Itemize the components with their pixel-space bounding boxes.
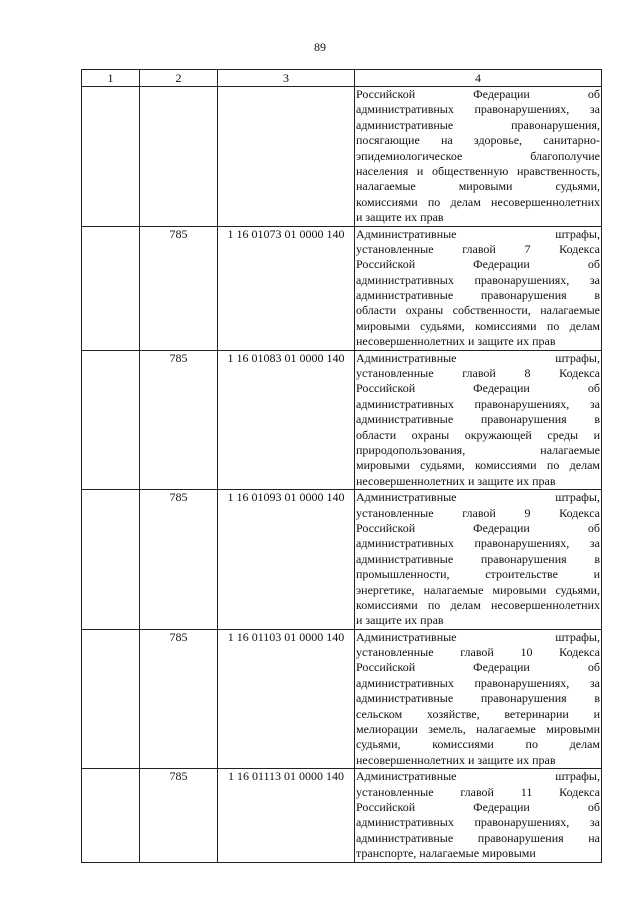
cell-administrator-code: 785: [140, 490, 218, 630]
description-line: сельском хозяйстве, ветеринарии и: [356, 706, 600, 721]
table-row: [82, 769, 602, 862]
description-line: населения и общественную нравственность,: [356, 163, 600, 178]
description-line: административные правонарушения в: [356, 551, 600, 566]
page-number: 89: [314, 40, 326, 54]
cell-description: [355, 769, 602, 862]
description-line: несовершеннолетних и защите их прав: [356, 473, 556, 488]
description-line: судьями, комиссиями по делам: [356, 737, 600, 752]
description-line: Административные штрафы,: [356, 769, 600, 784]
cell-description: [355, 87, 602, 227]
description-line: установленные главой 10 Кодекса: [356, 645, 600, 660]
cell-budget-classification-code: [218, 87, 355, 227]
cell-budget-classification-code: 1 16 01113 01 0000 140: [218, 769, 355, 862]
cell-col-1: [82, 350, 140, 490]
cell-col-1: [82, 769, 140, 862]
description-line: административных правонарушениях, за: [356, 536, 600, 551]
description-line: установленные главой 7 Кодекса: [356, 241, 600, 256]
description-line: области охраны собственности, налагаемые: [356, 303, 600, 318]
description-line: административных правонарушениях, за: [356, 102, 600, 117]
description-line: Российской Федерации об: [356, 381, 600, 396]
description-line: Административные штрафы,: [356, 629, 600, 644]
description-line: Административные штрафы,: [356, 226, 600, 241]
description-line: области охраны окружающей среды и: [356, 427, 600, 442]
description-line: промышленности, строительстве и: [356, 567, 600, 582]
cell-budget-classification-code: 1 16 01103 01 0000 140: [218, 629, 355, 769]
header-col-4: 4: [355, 70, 602, 87]
cell-administrator-code: [140, 87, 218, 227]
description-line: мелиорации земель, налагаемые мировыми: [356, 722, 600, 737]
description-line: эпидемиологическое благополучие: [356, 148, 600, 163]
table-row: [82, 226, 602, 350]
cell-col-1: [82, 629, 140, 769]
header-col-2: 2: [140, 70, 218, 87]
cell-description: [355, 350, 602, 490]
description-line: комиссиями по делам несовершеннолетних: [356, 597, 600, 612]
table-row: [82, 629, 602, 769]
cell-administrator-code: 785: [140, 769, 218, 862]
description-line: Административные штрафы,: [356, 350, 600, 365]
description-line: Российской Федерации об: [356, 257, 600, 272]
description-line: административные правонарушения в: [356, 288, 600, 303]
description-line: природопользования, налагаемые: [356, 442, 600, 457]
description-line: административных правонарушениях, за: [356, 815, 600, 830]
description-line: Российской Федерации об: [356, 520, 600, 535]
description-line: мировыми судьями, комиссиями по делам: [356, 458, 600, 473]
table-row: [82, 350, 602, 490]
cell-budget-classification-code: 1 16 01083 01 0000 140: [218, 350, 355, 490]
cell-description: [355, 226, 602, 350]
description-line: Административные штрафы,: [356, 490, 600, 505]
table-row: [82, 490, 602, 630]
cell-budget-classification-code: 1 16 01073 01 0000 140: [218, 226, 355, 350]
cell-col-1: [82, 226, 140, 350]
header-col-3: 3: [218, 70, 355, 87]
description-line: административных правонарушениях, за: [356, 675, 600, 690]
description-line: и защите их прав: [356, 210, 444, 225]
cell-description: [355, 490, 602, 630]
cell-col-1: [82, 490, 140, 630]
description-line: Российской Федерации об: [356, 799, 600, 814]
budget-code-table: [81, 69, 602, 863]
cell-administrator-code: 785: [140, 629, 218, 769]
table-row: [82, 87, 602, 227]
header-col-1: 1: [82, 70, 140, 87]
description-line: административные правонарушения в: [356, 691, 600, 706]
description-line: транспорте, налагаемые мировыми: [356, 846, 536, 861]
description-line: комиссиями по делам несовершеннолетних: [356, 194, 600, 209]
description-line: энергетике, налагаемые мировыми судьями,: [356, 582, 600, 597]
cell-col-1: [82, 87, 140, 227]
cell-description: [355, 629, 602, 769]
cell-budget-classification-code: 1 16 01093 01 0000 140: [218, 490, 355, 630]
table-body: [82, 87, 602, 863]
description-line: несовершеннолетних и защите их прав: [356, 752, 556, 767]
cell-administrator-code: 785: [140, 226, 218, 350]
cell-administrator-code: 785: [140, 350, 218, 490]
description-line: установленные главой 11 Кодекса: [356, 784, 600, 799]
description-line: административные правонарушения,: [356, 117, 600, 132]
description-line: установленные главой 8 Кодекса: [356, 366, 600, 381]
description-line: Российской Федерации об: [356, 660, 600, 675]
description-line: административных правонарушениях, за: [356, 396, 600, 411]
description-line: административные правонарушения на: [356, 830, 600, 845]
description-line: административных правонарушениях, за: [356, 272, 600, 287]
description-line: Российской Федерации об: [356, 87, 600, 101]
table-header-row: [82, 70, 602, 87]
description-line: несовершеннолетних и защите их прав: [356, 334, 556, 349]
description-line: посягающие на здоровье, санитарно-: [356, 133, 600, 148]
description-line: налагаемые мировыми судьями,: [356, 179, 600, 194]
description-line: и защите их прав: [356, 613, 444, 628]
description-line: административные правонарушения в: [356, 412, 600, 427]
description-line: установленные главой 9 Кодекса: [356, 505, 600, 520]
description-line: мировыми судьями, комиссиями по делам: [356, 318, 600, 333]
